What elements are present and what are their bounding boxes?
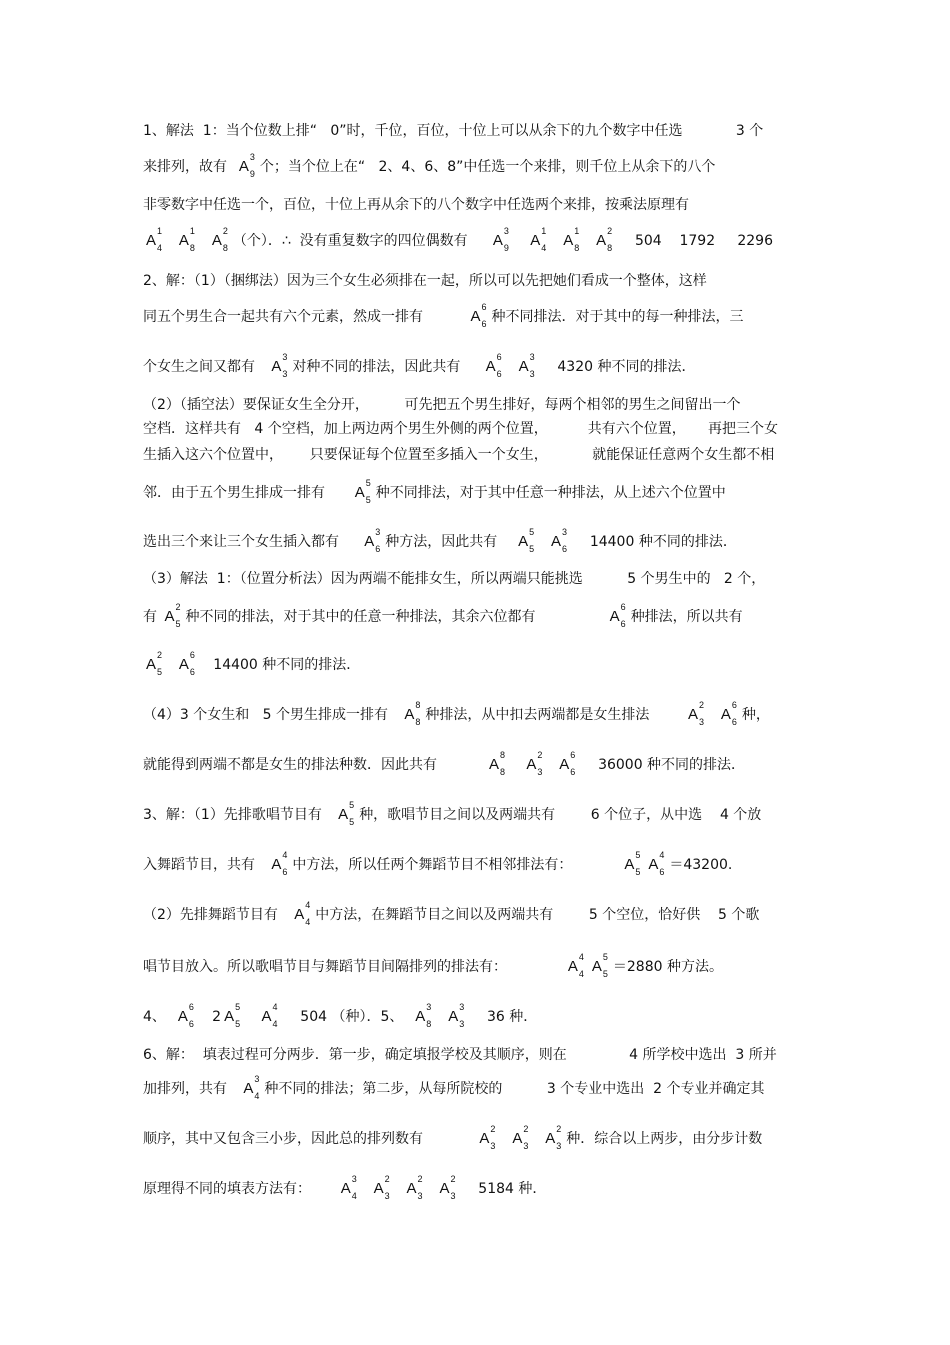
arrangement-superscript: 2: [417, 1174, 423, 1184]
arrangement-subscript: 3: [523, 1141, 529, 1151]
arrangement-symbol: A 6 6: [177, 1002, 194, 1029]
line-text: [514, 233, 527, 249]
arrangement-symbol: A 2 3: [479, 1124, 496, 1151]
arrangement-superscript: 2: [607, 226, 613, 236]
arrangement-superscript: 2: [523, 1124, 529, 1134]
text-line: [143, 1046, 810, 1064]
arrangement-subscript: 5: [365, 495, 371, 505]
arrangement-superscript: 2: [556, 1124, 562, 1134]
text-line: [143, 1174, 810, 1201]
arrangement-symbol: A 3 8: [415, 1002, 432, 1029]
arrangement-symbol: A 2 3: [512, 1124, 529, 1151]
arrangement-subscript: 4: [157, 243, 163, 253]
arrangement-superscript: 6: [496, 352, 502, 362]
arrangement-subscript: 3: [556, 1141, 562, 1151]
arrangement-superscript: 6: [731, 700, 737, 710]
arrangement-symbol: A 5 5: [224, 1002, 241, 1029]
text-line: [143, 1124, 810, 1151]
arrangement-superscript: 5: [635, 850, 641, 860]
arrangement-symbol: A 5 5: [591, 952, 608, 979]
arrangement-symbol: A 2 3: [406, 1174, 423, 1201]
text-line: [143, 420, 810, 438]
arrangement-subscript: 9: [503, 243, 509, 253]
arrangement-subscript: 6: [620, 619, 626, 629]
text-line: [143, 750, 810, 777]
arrangement-symbol: A 5 5: [338, 800, 355, 827]
line-text: [436, 1009, 445, 1025]
arrangement-symbol: A 3 3: [448, 1002, 465, 1029]
line-text: [510, 757, 523, 773]
arrangement-symbol: A 6 6: [559, 750, 576, 777]
arrangement-subscript: 5: [635, 867, 641, 877]
arrangement-subscript: 6: [481, 319, 487, 329]
arrangement-superscript: 2: [490, 1124, 496, 1134]
line-text: 504 1792 2296: [617, 233, 773, 249]
line-text: 种，歌唱节目之间以及两端共有 6 个位子，从中选 4 个放: [359, 807, 762, 823]
arrangement-symbol: A 2 8: [596, 226, 613, 253]
line-text: [500, 1131, 509, 1147]
line-text: 6、解： 填表过程可分两步．第一步，确定填报学校及其顺序，则在 4 所学校中选出 3 所并: [143, 1047, 777, 1063]
line-text: （4）3 个女生和 5 个男生排成一排有: [143, 707, 402, 723]
arrangement-symbol: A 3 6: [364, 527, 381, 554]
line-text: 有: [143, 609, 162, 625]
text-line: [143, 900, 810, 927]
arrangement-symbol: A 4 4: [294, 900, 311, 927]
arrangement-superscript: 6: [188, 1002, 194, 1012]
line-text: [167, 657, 176, 673]
arrangement-symbol: A 6 6: [720, 700, 737, 727]
text-line: [143, 478, 810, 505]
line-text: （2）（插空法）要保证女生全分开， 可先把五个男生排好，每两个相邻的男生之间留出一个: [143, 397, 741, 413]
arrangement-subscript: 5: [349, 817, 355, 827]
arrangement-superscript: 5: [349, 800, 355, 810]
line-text: 种不同的排法；第二步，从每所院校的 3 个专业中选出 2 个专业并确定其: [264, 1081, 765, 1097]
arrangement-symbol: A 2 5: [164, 602, 181, 629]
arrangement-superscript: 6: [189, 650, 195, 660]
arrangement-superscript: 3: [282, 352, 288, 362]
text-line: [143, 196, 810, 214]
arrangement-subscript: 9: [249, 169, 255, 179]
arrangement-superscript: 6: [481, 302, 487, 312]
arrangement-subscript: 3: [282, 369, 288, 379]
arrangement-subscript: 8: [189, 243, 195, 253]
line-text: 来排列，故有: [143, 159, 236, 175]
arrangement-subscript: 4: [254, 1091, 260, 1101]
arrangement-symbol: A 6 6: [470, 302, 487, 329]
line-text: [547, 757, 556, 773]
line-text: ＝2880 种方法。: [612, 959, 723, 975]
arrangement-subscript: 3: [384, 1191, 390, 1201]
arrangement-superscript: 4: [282, 850, 288, 860]
arrangement-subscript: 6: [188, 1019, 194, 1029]
arrangement-subscript: 3: [698, 717, 704, 727]
arrangement-superscript: 5: [365, 478, 371, 488]
arrangement-superscript: 2: [222, 226, 228, 236]
arrangement-superscript: 3: [351, 1174, 357, 1184]
text-line: [143, 1074, 810, 1101]
line-text: （个）．∴ 没有重复数字的四位偶数有: [232, 233, 490, 249]
arrangement-superscript: 5: [529, 527, 535, 537]
line-text: 4、: [143, 1009, 175, 1025]
arrangement-superscript: 5: [602, 952, 608, 962]
line-text: 邻．由于五个男生排成一排有: [143, 485, 352, 501]
line-text: 1、解法 1：当个位数上排“ 0”时，千位，百位，十位上可以从余下的九个数字中任选 3 个: [143, 123, 764, 139]
line-text: 5184 种．: [460, 1181, 547, 1197]
arrangement-subscript: 3: [450, 1191, 456, 1201]
line-text: 种．综合以上两步，由分步计数: [566, 1131, 763, 1147]
arrangement-subscript: 8: [222, 243, 228, 253]
arrangement-superscript: 3: [562, 527, 568, 537]
arrangement-symbol: A 5 5: [624, 850, 641, 877]
line-text: 个女生之间又都有: [143, 359, 269, 375]
text-line: [143, 352, 810, 379]
text-line: [143, 570, 810, 588]
arrangement-subscript: 8: [415, 717, 421, 727]
arrangement-superscript: 3: [459, 1002, 465, 1012]
arrangement-superscript: 6: [570, 750, 576, 760]
line-text: 36000 种不同的排法．: [580, 757, 746, 773]
arrangement-subscript: 3: [417, 1191, 423, 1201]
arrangement-symbol: A 3 3: [518, 352, 535, 379]
arrangement-symbol: A 8 8: [488, 750, 505, 777]
line-text: [362, 1181, 371, 1197]
arrangement-symbol: A 1 4: [530, 226, 547, 253]
arrangement-symbol: A 2 3: [687, 700, 704, 727]
line-text: 种方法，因此共有: [385, 534, 516, 550]
arrangement-symbol: A 3 6: [551, 527, 568, 554]
arrangement-symbol: A 1 8: [563, 226, 580, 253]
line-text: 14400 种不同的排法．: [572, 534, 737, 550]
arrangement-subscript: 5: [529, 544, 535, 554]
line-text: 加排列，共有: [143, 1081, 241, 1097]
arrangement-symbol: A 3 9: [238, 152, 255, 179]
arrangement-symbol: A 1 8: [178, 226, 195, 253]
text-line: [143, 272, 810, 290]
line-text: 504 （种）．5、: [282, 1009, 413, 1025]
arrangement-subscript: 5: [602, 969, 608, 979]
arrangement-symbol: A 4 4: [567, 952, 584, 979]
line-text: 2: [198, 1009, 222, 1025]
arrangement-subscript: 3: [537, 767, 543, 777]
line-text: [584, 233, 593, 249]
arrangement-subscript: 6: [496, 369, 502, 379]
line-text: [551, 233, 560, 249]
line-text: [533, 1131, 542, 1147]
line-text: [428, 1181, 437, 1197]
line-text: 中方法，所以任两个舞蹈节目不相邻排法有：: [292, 857, 622, 873]
arrangement-symbol: A 2 3: [526, 750, 543, 777]
arrangement-symbol: A 1 4: [146, 226, 163, 253]
arrangement-subscript: 8: [607, 243, 613, 253]
text-line: [143, 527, 810, 554]
arrangement-superscript: 2: [384, 1174, 390, 1184]
arrangement-symbol: A 4 6: [271, 850, 288, 877]
line-text: （2）先排舞蹈节目有: [143, 907, 292, 923]
text-line: [143, 1002, 810, 1029]
arrangement-superscript: 2: [537, 750, 543, 760]
line-text: 种排法，所以共有: [630, 609, 743, 625]
arrangement-subscript: 5: [175, 619, 181, 629]
line-text: 选出三个来让三个女生插入都有: [143, 534, 362, 550]
line-text: 同五个男生合一起共有六个元素，然成一排有: [143, 309, 468, 325]
arrangement-subscript: 8: [426, 1019, 432, 1029]
arrangement-superscript: 8: [415, 700, 421, 710]
arrangement-subscript: 6: [570, 767, 576, 777]
arrangement-subscript: 6: [189, 667, 195, 677]
text-line: [143, 446, 810, 464]
arrangement-symbol: A 6 6: [609, 602, 626, 629]
arrangement-subscript: 4: [541, 243, 547, 253]
line-text: 唱节目放入。所以歌唱节目与舞蹈节目间隔排列的排法有：: [143, 959, 565, 975]
text-line: [143, 396, 810, 414]
arrangement-symbol: A 6 6: [178, 650, 195, 677]
line-text: [709, 707, 718, 723]
arrangement-symbol: A 3 3: [271, 352, 288, 379]
arrangement-superscript: 1: [541, 226, 547, 236]
arrangement-subscript: 8: [499, 767, 505, 777]
line-text: （3）解法 1：（位置分析法）因为两端不能排女生，所以两端只能挑选 5 个男生中的 2 个，: [143, 571, 766, 587]
arrangement-symbol: A 4 6: [648, 850, 665, 877]
text-line: [143, 122, 810, 140]
arrangement-subscript: 4: [272, 1019, 278, 1029]
arrangement-symbol: A 2 5: [146, 650, 163, 677]
arrangement-symbol: A 3 4: [340, 1174, 357, 1201]
line-text: [167, 233, 176, 249]
line-text: [245, 1009, 258, 1025]
line-text: 入舞蹈节目，共有: [143, 857, 269, 873]
arrangement-subscript: 4: [351, 1191, 357, 1201]
line-text: 种不同排法．对于其中的每一种排法，三: [491, 309, 744, 325]
line-text: ＝43200.: [669, 857, 733, 873]
arrangement-subscript: 3: [490, 1141, 496, 1151]
line-text: 空档．这样共有 4 个空档，加上两边两个男生外侧的两个位置， 共有六个位置， 再把三个女: [143, 421, 779, 437]
arrangement-symbol: A 2 3: [439, 1174, 456, 1201]
arrangement-symbol: A 5 5: [354, 478, 371, 505]
arrangement-superscript: 3: [426, 1002, 432, 1012]
line-text: 种不同的排法，对于其中的任意一种排法，其余六位都有: [185, 609, 607, 625]
line-text: 对种不同的排法，因此共有: [292, 359, 483, 375]
arrangement-subscript: 8: [574, 243, 580, 253]
line-text: 种不同排法，对于其中任意一种排法，从上述六个位置中: [375, 485, 726, 501]
arrangement-subscript: 5: [157, 667, 163, 677]
arrangement-superscript: 3: [249, 152, 255, 162]
arrangement-superscript: 5: [235, 1002, 241, 1012]
line-text: 个；当个位上在“ 2、4、6、8”中任选一个来排，则千位上从余下的八个: [259, 159, 716, 175]
line-text: 14400 种不同的排法．: [199, 657, 361, 673]
text-line: [143, 700, 810, 727]
line-text: 顺序，其中又包含三小步，因此总的排列数有: [143, 1131, 477, 1147]
arrangement-superscript: 4: [659, 850, 665, 860]
arrangement-superscript: 3: [503, 226, 509, 236]
arrangement-superscript: 6: [620, 602, 626, 612]
line-text: 种排法，从中扣去两端都是女生排法: [425, 707, 685, 723]
arrangement-subscript: 6: [375, 544, 381, 554]
arrangement-symbol: A 2 3: [545, 1124, 562, 1151]
arrangement-symbol: A 4 4: [261, 1002, 278, 1029]
arrangement-symbol: A 6 6: [485, 352, 502, 379]
arrangement-symbol: A 2 8: [211, 226, 228, 253]
arrangement-subscript: 4: [578, 969, 584, 979]
line-text: 非零数字中任选一个，百位，十位上再从余下的八个数字中任选两个来排，按乘法原理有: [143, 197, 689, 213]
arrangement-superscript: 2: [698, 700, 704, 710]
arrangement-superscript: 4: [272, 1002, 278, 1012]
arrangement-subscript: 4: [305, 917, 311, 927]
arrangement-superscript: 1: [574, 226, 580, 236]
text-line: [143, 850, 810, 877]
line-text: 种，: [741, 707, 770, 723]
arrangement-superscript: 2: [175, 602, 181, 612]
text-line: [143, 302, 810, 329]
text-line: [143, 602, 810, 629]
line-text: 就能得到两端不都是女生的排法种数．因此共有: [143, 757, 486, 773]
line-text: [507, 359, 516, 375]
arrangement-subscript: 5: [235, 1019, 241, 1029]
arrangement-superscript: 2: [450, 1174, 456, 1184]
arrangement-subscript: 6: [659, 867, 665, 877]
arrangement-superscript: 3: [375, 527, 381, 537]
arrangement-superscript: 3: [529, 352, 535, 362]
text-line: [143, 952, 810, 979]
arrangement-superscript: 2: [157, 650, 163, 660]
arrangement-symbol: A 3 4: [243, 1074, 260, 1101]
arrangement-superscript: 4: [305, 900, 311, 910]
arrangement-superscript: 8: [499, 750, 505, 760]
arrangement-subscript: 3: [529, 369, 535, 379]
arrangement-symbol: A 2 3: [373, 1174, 390, 1201]
arrangement-symbol: A 5 5: [518, 527, 535, 554]
arrangement-superscript: 1: [189, 226, 195, 236]
line-text: 中方法，在舞蹈节目之间以及两端共有 5 个空位，恰好供 5 个歌: [315, 907, 760, 923]
arrangement-superscript: 3: [254, 1074, 260, 1084]
line-text: 4320 种不同的排法．: [539, 359, 696, 375]
line-text: [539, 534, 548, 550]
arrangement-subscript: 6: [731, 717, 737, 727]
text-line: [143, 800, 810, 827]
line-text: 生插入这六个位置中， 只要保证每个位置至多插入一个女生， 就能保证任意两个女生都不相: [143, 447, 775, 463]
arrangement-subscript: 6: [562, 544, 568, 554]
arrangement-symbol: A 3 9: [492, 226, 509, 253]
arrangement-superscript: 4: [578, 952, 584, 962]
text-line: [143, 226, 810, 253]
line-text: 3、解：（1）先排歌唱节目有: [143, 807, 336, 823]
line-text: 36 种．: [469, 1009, 538, 1025]
line-text: [395, 1181, 404, 1197]
line-text: [200, 233, 209, 249]
line-text: 原理得不同的填表方法有：: [143, 1181, 338, 1197]
arrangement-subscript: 6: [282, 867, 288, 877]
arrangement-superscript: 1: [157, 226, 163, 236]
text-line: [143, 152, 810, 179]
line-text: 2、解：（1）（捆绑法）因为三个女生必须排在一起，所以可以先把她们看成一个整体，这样: [143, 273, 707, 289]
arrangement-symbol: A 8 8: [404, 700, 421, 727]
arrangement-subscript: 3: [459, 1019, 465, 1029]
text-line: [143, 650, 810, 677]
